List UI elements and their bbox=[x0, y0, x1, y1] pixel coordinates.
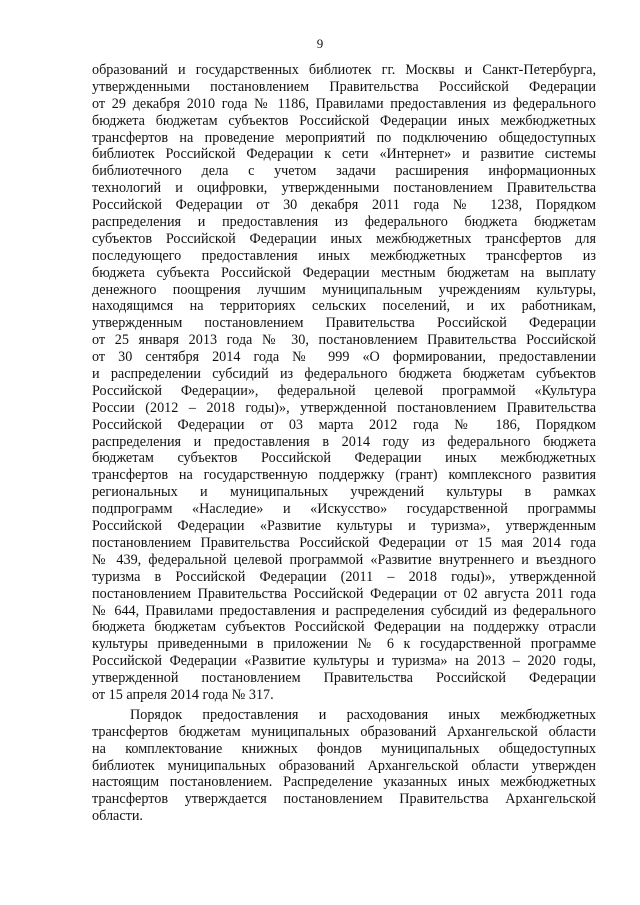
document-body bbox=[92, 62, 596, 825]
text-line: бюджета бюджетам субъектов Российской Федерации иных межбюджетных bbox=[92, 112, 596, 129]
text-line: денежного поощрения лучшим муниципальным учреждениям культуры, bbox=[92, 281, 596, 298]
text-line: области. bbox=[92, 808, 143, 825]
text-line: последующего предоставления иных межбюджетных трансфертов из bbox=[92, 247, 596, 264]
text-line: образований и государственных библиотек гг. Москвы и Санкт-Петербурга, bbox=[92, 62, 596, 78]
text-line: находящимся на территориях сельских поселений, и их работникам, bbox=[92, 298, 596, 315]
text-line: подпрограмм «Наследие» и «Искусство» государственной программы bbox=[92, 501, 596, 518]
text-line: постановлением Правительства Российской Федерации от 15 мая 2014 года bbox=[92, 534, 596, 551]
text-line: от 29 декабря 2010 года № 1186, Правилами предоставления из федерального bbox=[92, 95, 596, 112]
text-line: от 15 апреля 2014 года № 317. bbox=[92, 686, 274, 703]
text-line: субъектов Российской Федерации иных межбюджетных трансфертов для bbox=[92, 230, 596, 247]
text-line: бюджета субъекта Российской Федерации местным бюджетам на выплату bbox=[92, 264, 596, 281]
text-line: на комплектование книжных фондов муниципальных общедоступных bbox=[92, 740, 596, 757]
text-line: трансфертов бюджетам муниципальных образований Архангельской области bbox=[92, 723, 596, 740]
paragraph-1 bbox=[92, 62, 596, 704]
text-line: библиотек муниципальных образований Архангельской области утвержден bbox=[92, 757, 596, 774]
text-line: Российской Федерации», федеральной целевой программой «Культура bbox=[92, 382, 596, 399]
text-line: от 25 января 2013 года № 30, постановлением Правительства Российской bbox=[92, 332, 596, 349]
text-line: и распределении субсидий из федерального бюджета бюджетам субъектов bbox=[92, 366, 596, 383]
text-line: распределения и предоставления в 2014 году из федерального бюджета bbox=[92, 433, 596, 450]
text-line: Российской Федерации от 03 марта 2012 года № 186, Порядком bbox=[92, 416, 596, 433]
text-line: трансфертов на проведение мероприятий по подключению общедоступных bbox=[92, 129, 596, 146]
text-line: бюджетам субъектов Российской Федерации иных межбюджетных bbox=[92, 450, 596, 467]
text-line: бюджета бюджетам субъектов Российской Федерации на поддержку отрасли bbox=[92, 619, 596, 636]
text-line: утвержденными постановлением Правительства Российской Федерации bbox=[92, 78, 596, 95]
text-line: культуры приведенными в приложении № 6 к государственной программе bbox=[92, 636, 596, 653]
text-line: туризма в Российской Федерации (2011 – 2018 годы)», утвержденной bbox=[92, 568, 596, 585]
text-line: библиотек Российской Федерации к сети «Интернет» и развитие системы bbox=[92, 146, 596, 163]
text-line: Российской Федерации от 30 декабря 2011 года № 1238, Порядком bbox=[92, 197, 596, 214]
paragraph-2 bbox=[92, 707, 596, 825]
text-line: утвержденным постановлением Правительства Российской Федерации bbox=[92, 315, 596, 332]
text-line: № 439, федеральной целевой программой «Развитие внутреннего и въездного bbox=[92, 551, 596, 568]
page-number: 9 bbox=[316, 36, 324, 51]
text-line: трансфертов на государственную поддержку (грант) комплексного развития bbox=[92, 467, 596, 484]
text-line: постановлением Правительства Российской Федерации от 02 августа 2011 года bbox=[92, 585, 596, 602]
text-line: трансфертов утверждается постановлением Правительства Архангельской bbox=[92, 791, 596, 808]
text-line: Российской Федерации «Развитие культуры и туризма», утвержденным bbox=[92, 518, 596, 535]
text-line: Российской Федерации «Развитие культуры и туризма» на 2013 – 2020 годы, bbox=[92, 653, 596, 670]
text-line: настоящим постановлением. Распределение указанных иных межбюджетных bbox=[92, 774, 596, 791]
text-line: утвержденной постановлением Правительства Российской Федерации bbox=[92, 670, 596, 687]
text-line: библиотечного дела с учетом задачи расширения информационных bbox=[92, 163, 596, 180]
text-line: Порядок предоставления и расходования иных межбюджетных bbox=[130, 706, 596, 723]
text-line: № 644, Правилами предоставления и распределения субсидий из федерального bbox=[92, 602, 596, 619]
text-line: технологий и оцифровки, утвержденными постановлением Правительства bbox=[92, 180, 596, 197]
text-line: от 30 сентября 2014 года № 999 «О формировании, предоставлении bbox=[92, 349, 596, 366]
text-line: распределения и предоставления из федерального бюджета бюджетам bbox=[92, 214, 596, 231]
text-line: России (2012 – 2018 годы)», утвержденной постановлением Правительства bbox=[92, 399, 596, 416]
text-line: региональных и муниципальных учреждений культуры в рамках bbox=[92, 484, 596, 501]
